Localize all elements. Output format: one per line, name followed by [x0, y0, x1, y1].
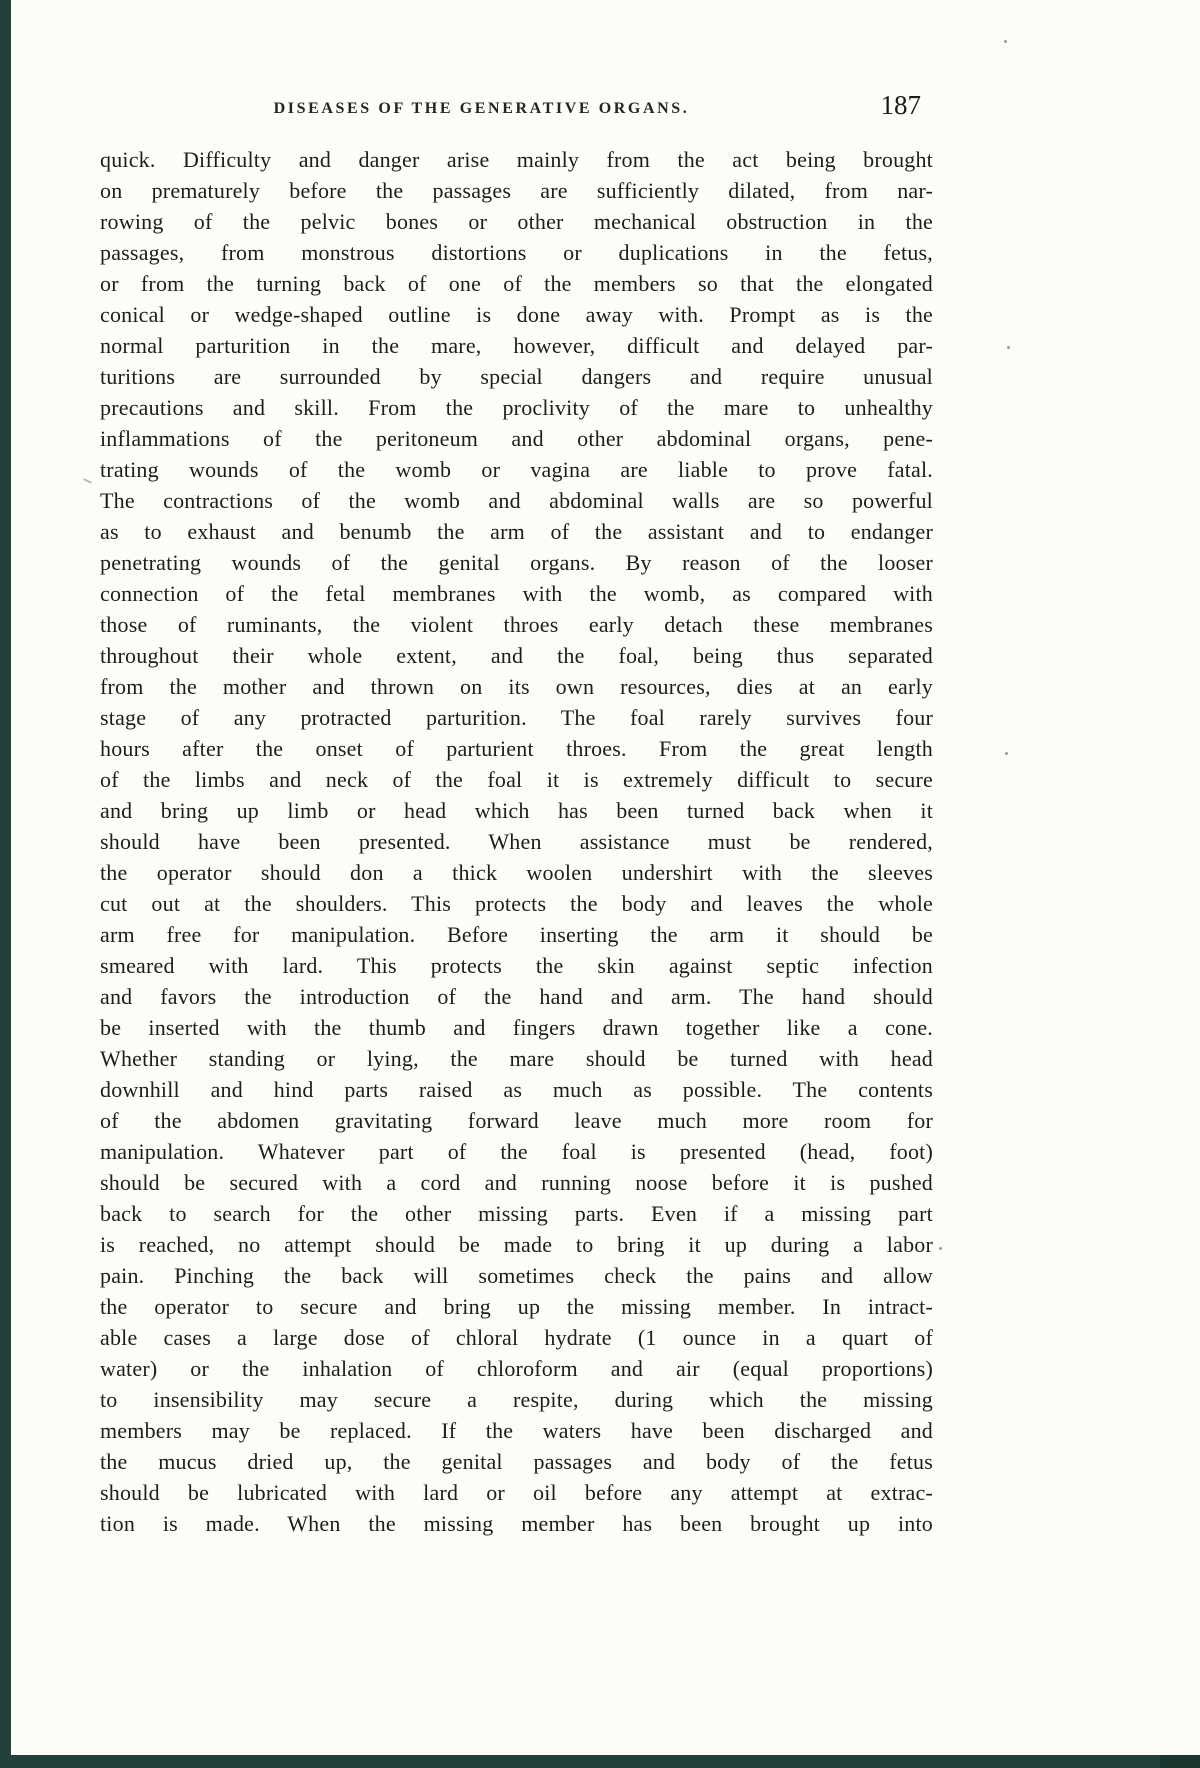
text-line: inflammations of the peritoneum and other abdominal organs, pene-	[100, 426, 933, 451]
text-line: the mucus dried up, the genital passages and body of the fetus	[100, 1449, 933, 1474]
text-line: throughout their whole extent, and the foal, being thus separated	[100, 643, 933, 668]
text-line: trating wounds of the womb or vagina are liable to prove fatal.	[100, 457, 933, 482]
text-line: conical or wedge-shaped outline is done away with. Prompt as is the	[100, 302, 933, 327]
scan-speck	[1005, 752, 1008, 755]
text-line: members may be replaced. If the waters have been discharged and	[100, 1418, 933, 1443]
text-line: manipulation. Whatever part of the foal is presented (head, foot)	[100, 1139, 933, 1164]
text-line: normal parturition in the mare, however, difficult and delayed par-	[100, 333, 933, 358]
text-line: as to exhaust and benumb the arm of the assistant and to endanger	[100, 519, 933, 544]
text-line: able cases a large dose of chloral hydrate (1 ounce in a quart of	[100, 1325, 933, 1350]
text-line: of the limbs and neck of the foal it is extremely difficult to secure	[100, 767, 933, 792]
scan-speck	[939, 1247, 942, 1250]
text-line: smeared with lard. This protects the skin against septic infection	[100, 953, 933, 978]
text-line: those of ruminants, the violent throes early detach these membranes	[100, 612, 933, 637]
scan-edge-bottom	[0, 1755, 1200, 1768]
text-line: The contractions of the womb and abdominal walls are so powerful	[100, 488, 933, 513]
scan-speck	[83, 478, 92, 484]
text-line: and bring up limb or head which has been turned back when it	[100, 798, 933, 823]
page-number: 187	[880, 90, 921, 120]
text-line: stage of any protracted parturition. The foal rarely survives four	[100, 705, 933, 730]
scan-speck	[1007, 346, 1010, 349]
text-line: rowing of the pelvic bones or other mechanical obstruction in the	[100, 209, 933, 234]
text-line: the operator should don a thick woolen undershirt with the sleeves	[100, 860, 933, 885]
body-text	[100, 144, 933, 1539]
text-line: precautions and skill. From the proclivity of the mare to unhealthy	[100, 395, 933, 420]
text-line: cut out at the shoulders. This protects the body and leaves the whole	[100, 891, 933, 916]
running-title: DISEASES OF THE GENERATIVE ORGANS.	[273, 100, 690, 117]
text-line: penetrating wounds of the genital organs. By reason of the looser	[100, 550, 933, 575]
text-line: be inserted with the thumb and fingers drawn together like a cone.	[100, 1015, 933, 1040]
text-line: is reached, no attempt should be made to bring it up during a labor	[100, 1232, 933, 1257]
page-header	[100, 90, 933, 128]
scan-edge-left	[0, 0, 11, 1768]
text-line: of the abdomen gravitating forward leave much more room for	[100, 1108, 933, 1133]
text-line: back to search for the other missing parts. Even if a missing part	[100, 1201, 933, 1226]
text-line: should have been presented. When assistance must be rendered,	[100, 829, 933, 854]
text-line: to insensibility may secure a respite, during which the missing	[100, 1387, 933, 1412]
text-line: the operator to secure and bring up the missing member. In intract-	[100, 1294, 933, 1319]
text-line: hours after the onset of parturient throes. From the great length	[100, 736, 933, 761]
text-line: passages, from monstrous distortions or duplications in the fetus,	[100, 240, 933, 265]
text-line: on prematurely before the passages are sufficiently dilated, from nar-	[100, 178, 933, 203]
text-line: arm free for manipulation. Before inserting the arm it should be	[100, 922, 933, 947]
scan-speck	[1004, 40, 1007, 43]
text-line: tion is made. When the missing member has been brought up into	[100, 1511, 933, 1536]
text-line: pain. Pinching the back will sometimes check the pains and allow	[100, 1263, 933, 1288]
text-line: should be lubricated with lard or oil before any attempt at extrac-	[100, 1480, 933, 1505]
text-line: should be secured with a cord and running noose before it is pushed	[100, 1170, 933, 1195]
text-line: Whether standing or lying, the mare should be turned with head	[100, 1046, 933, 1071]
text-line: turitions are surrounded by special dangers and require unusual	[100, 364, 933, 389]
text-line: water) or the inhalation of chloroform and air (equal proportions)	[100, 1356, 933, 1381]
text-line: quick. Difficulty and danger arise mainly from the act being brought	[100, 147, 933, 172]
text-line: from the mother and thrown on its own resources, dies at an early	[100, 674, 933, 699]
text-line: or from the turning back of one of the members so that the elongated	[100, 271, 933, 296]
text-line: downhill and hind parts raised as much as possible. The contents	[100, 1077, 933, 1102]
text-line: and favors the introduction of the hand and arm. The hand should	[100, 984, 933, 1009]
text-line: connection of the fetal membranes with the womb, as compared with	[100, 581, 933, 606]
scan-edge-corner	[1160, 1755, 1200, 1768]
